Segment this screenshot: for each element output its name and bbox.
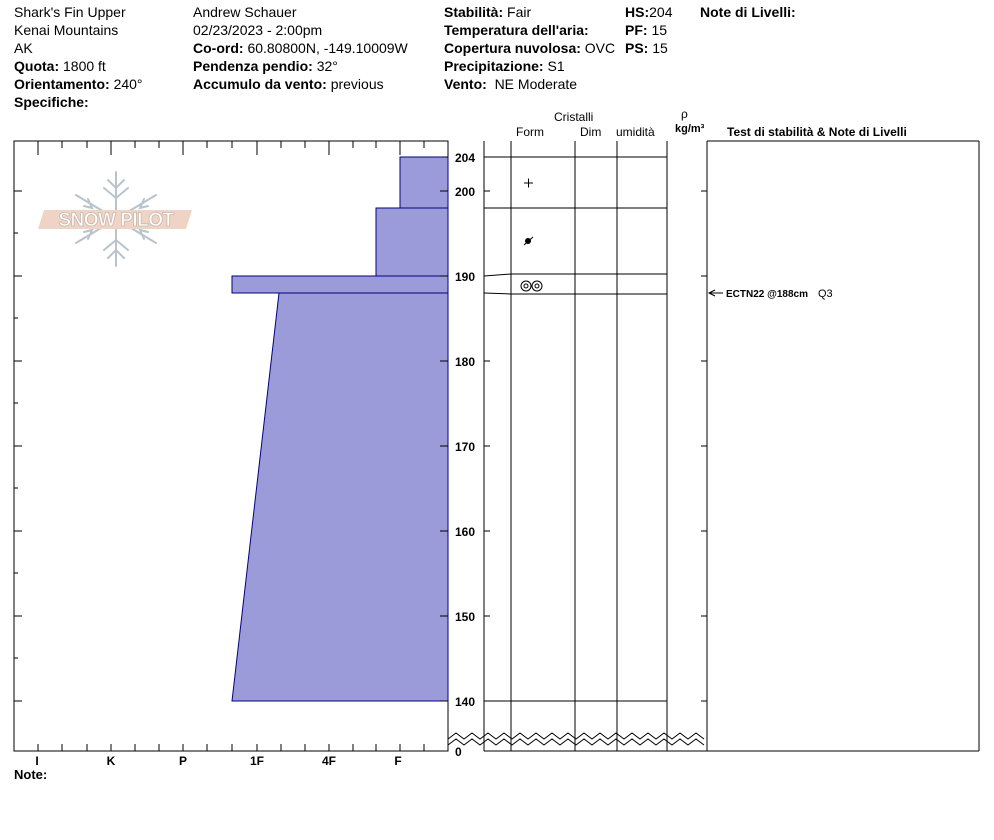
- elevation: Quota: 1800 ft: [14, 58, 106, 74]
- rounded-grains-icon: [524, 237, 533, 245]
- hardness-label-p: P: [178, 754, 188, 768]
- coordinates: Co-ord: 60.80800N, -149.10009W: [193, 40, 408, 56]
- cloud-cover: Copertura nuvolosa: OVC: [444, 40, 616, 56]
- ski-penetration: PS: 15: [625, 40, 668, 56]
- datetime: 02/23/2023 - 2:00pm: [193, 22, 323, 38]
- wind: Vento: NE Moderate: [444, 76, 578, 92]
- state: AK: [14, 40, 33, 56]
- precipitation-particles-icon: [524, 179, 533, 188]
- depth-label-140: 140: [455, 695, 476, 709]
- form-header: Form: [516, 125, 544, 139]
- hardness-label-i: I: [35, 754, 39, 768]
- specifics-label: Specifiche:: [14, 94, 89, 110]
- hardness-axis-labels: [35, 754, 401, 768]
- depth-label-160: 160: [455, 525, 476, 539]
- precipitation: Precipitazione: S1: [444, 58, 565, 74]
- layer-f: [400, 157, 448, 208]
- crystal-table-ticks: [484, 191, 707, 701]
- stability-test-quality: Q3: [818, 288, 833, 300]
- crystal-table: [484, 141, 979, 751]
- notes-label: Note:: [14, 767, 48, 782]
- depth-label-180: 180: [455, 355, 476, 369]
- depth-break-zigzag: [448, 733, 704, 745]
- hardness-label-k: K: [106, 754, 116, 768]
- layer-notes-label: Note di Livelli:: [700, 4, 796, 20]
- density-unit-header: kg/m³: [675, 123, 705, 135]
- foot-penetration: PF: 15: [625, 22, 668, 38]
- depth-axis-labels: [455, 151, 475, 759]
- aspect: Orientamento: 240°: [14, 76, 143, 92]
- hardness-top-ticks: [38, 141, 424, 155]
- size-header: Dim: [580, 125, 602, 139]
- snow-height: HS:204: [625, 4, 673, 20]
- hardness-layers: [232, 157, 448, 701]
- slope-angle: Pendenza pendio: 32°: [193, 58, 338, 74]
- air-temperature: Temperatura dell'aria:: [444, 22, 589, 38]
- depth-label-170: 170: [455, 440, 476, 454]
- depth-label-204: 204: [455, 151, 476, 165]
- depth-label-0: 0: [455, 745, 462, 759]
- layer-4f: [376, 208, 448, 276]
- depth-label-150: 150: [455, 610, 476, 624]
- stability-test-marker: [709, 290, 723, 296]
- stability: Stabilità: Fair: [444, 4, 532, 20]
- wind-loading: Accumulo da vento: previous: [193, 76, 384, 92]
- stability-notes-header: Test di stabilità & Note di Livelli: [727, 125, 907, 139]
- moisture-header: umidità: [616, 125, 655, 139]
- depth-label-200: 200: [455, 185, 476, 199]
- observer: Andrew Schauer: [193, 4, 297, 20]
- svg-text:SNOW PILOT: SNOW PILOT: [58, 210, 174, 231]
- rho-header: ρ: [681, 107, 688, 121]
- melt-forms-icon: [521, 281, 542, 291]
- hardness-label-1f: 1F: [249, 754, 265, 768]
- hardness-label-f: F: [394, 754, 402, 768]
- layer-1f-taper: [232, 293, 448, 701]
- depth-label-190: 190: [455, 270, 476, 284]
- depth-left-ticks: [14, 191, 22, 701]
- hardness-bottom-ticks: [38, 744, 424, 751]
- snowpilot-logo: [38, 172, 192, 266]
- mountain-range: Kenai Mountains: [14, 22, 119, 38]
- stability-test-result: ECTN22 @188cm: [726, 289, 809, 300]
- location-name: Shark's Fin Upper: [14, 4, 126, 20]
- layer-1f: [232, 276, 448, 293]
- crystals-header: Cristalli: [554, 110, 594, 124]
- hardness-label-4f: 4F: [321, 754, 337, 768]
